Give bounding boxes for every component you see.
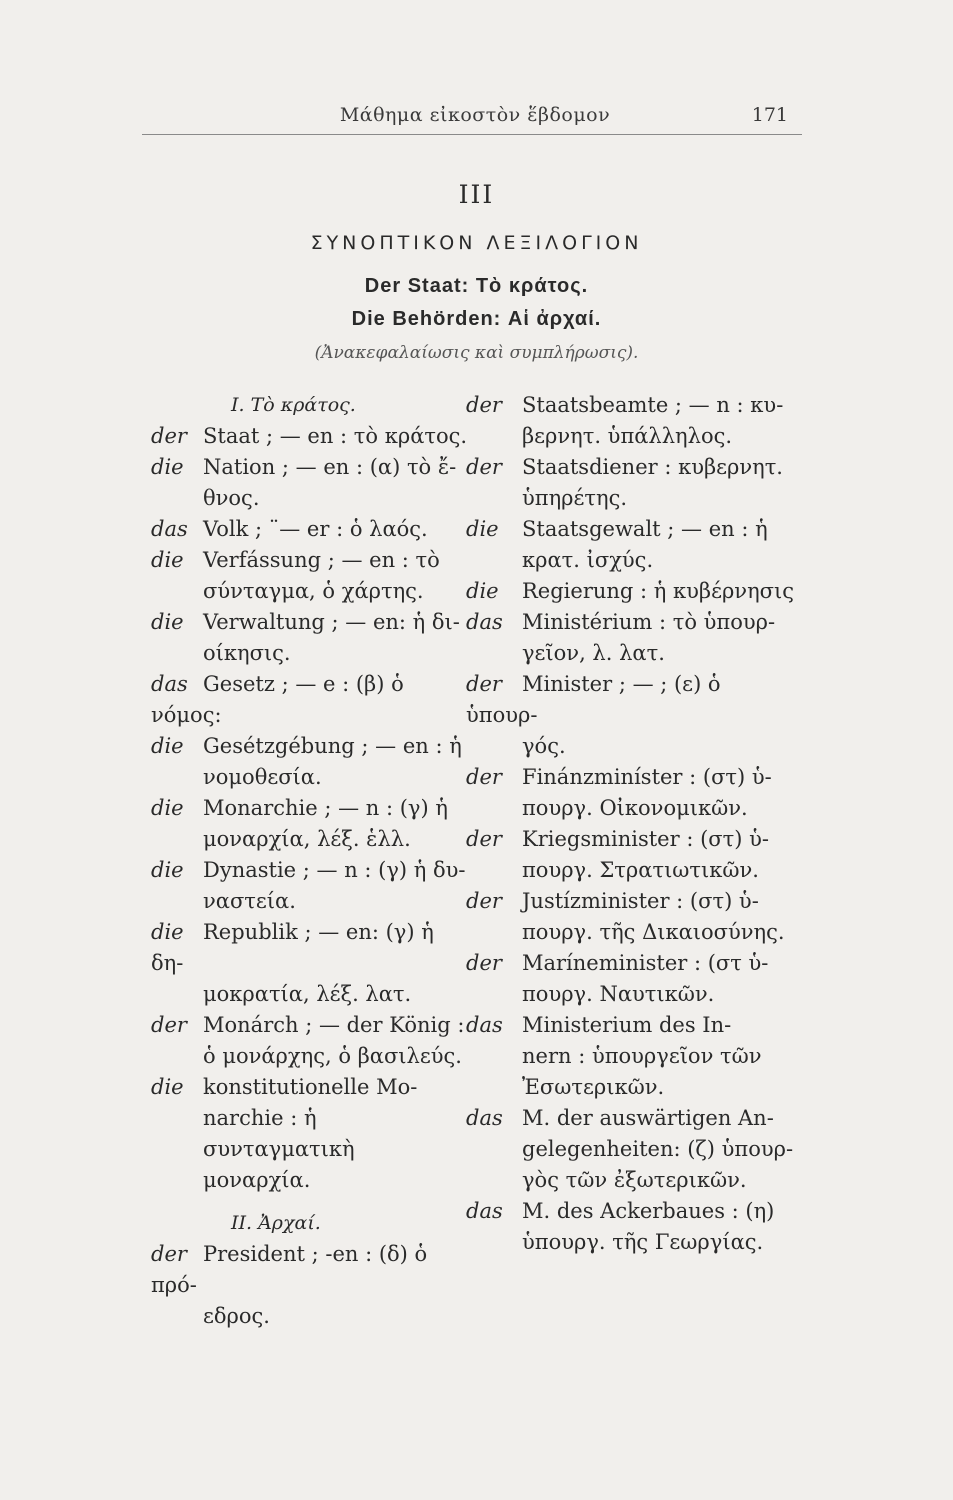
entry-continuation-line: πουργ. Στρατιωτικῶν. (522, 858, 759, 882)
entry-first-line (466, 1196, 796, 1227)
entry-article: der (151, 1013, 187, 1037)
entry-article: der (466, 455, 502, 479)
entry-text: Finánzminíster : (στ) ὑ- (522, 765, 772, 789)
vocab-entry (466, 762, 796, 824)
entry-text: Nation ; — en : (α) τὸ ἔ- (203, 455, 457, 479)
entry-text: Gesetz ; — e : (β) ὁ νόμος: (151, 672, 404, 727)
entry-article: das (151, 672, 188, 696)
entry-continuation-line: πουργ. Ναυτικῶν. (522, 982, 715, 1006)
vocab-entry (151, 1072, 471, 1196)
entry-text: Monárch ; — der König : (203, 1013, 465, 1037)
entry-first-line (466, 1010, 796, 1041)
entry-article: der (151, 424, 187, 448)
entry-text: Kriegsminister : (στ) ὑ- (522, 827, 769, 851)
entry-text: Regierung : ἡ κυβέρνησις (522, 579, 794, 603)
entry-continuation-line: γεῖον, λ. λατ. (522, 641, 665, 665)
entry-article: der (466, 672, 502, 696)
entry-article: die (151, 920, 184, 944)
entry-first-line (151, 793, 471, 824)
vocab-entry (466, 824, 796, 886)
vocab-entry (151, 793, 471, 855)
entry-first-line (466, 762, 796, 793)
vocab-entry (151, 452, 471, 514)
entry-first-line (466, 669, 796, 731)
entry-continuation-line: μοναρχία, λέξ. ἑλλ. (203, 827, 411, 851)
entry-first-line (151, 421, 471, 452)
left-entries (151, 421, 471, 1196)
entry-article: der (466, 889, 502, 913)
vocab-entry (466, 669, 796, 762)
vocab-entry (466, 576, 796, 607)
entry-article: der (466, 393, 502, 417)
entry-text: Monarchie ; — n : (γ) ἡ (203, 796, 448, 820)
entry-continuation-line: οίκησις. (203, 641, 291, 665)
entry-first-line (151, 669, 471, 731)
entry-article: die (466, 579, 499, 603)
vocab-entry (466, 452, 796, 514)
entry-article: die (151, 1075, 184, 1099)
section-heading-archai: II. Ἀρχαί. (231, 1212, 321, 1234)
entry-article: das (466, 1106, 503, 1130)
entry-article: der (466, 765, 502, 789)
entry-first-line (466, 1103, 796, 1134)
entry-first-line (466, 452, 796, 483)
entry-text: Justízminister : (στ) ὑ- (522, 889, 759, 913)
vocab-entry (466, 1196, 796, 1258)
entry-text: Dynastie ; — n : (γ) ἡ δυ- (203, 858, 466, 882)
header-rule (142, 134, 802, 135)
entry-article: das (466, 1013, 503, 1037)
vocab-entry (151, 1010, 471, 1072)
entry-article: das (466, 1199, 503, 1223)
entry-continuation-line: πουργ. Οἰκονομικῶν. (522, 796, 748, 820)
entry-first-line (151, 1072, 471, 1103)
entry-continuation-line: πουργ. τῆς Δικαιοσύνης. (522, 920, 785, 944)
entry-first-line (466, 607, 796, 638)
entry-article: der (151, 1242, 187, 1266)
entry-continuation-line: κρατ. ἰσχύς. (522, 548, 654, 572)
entry-first-line (151, 917, 471, 979)
entry-first-line (151, 855, 471, 886)
entry-article: der (466, 951, 502, 975)
entry-first-line (151, 1239, 471, 1301)
vocab-entry (151, 1239, 471, 1332)
vocab-entry (151, 545, 471, 607)
left-entries-2 (151, 1239, 471, 1332)
entry-text: Staatsgewalt ; — en : ἡ (522, 517, 768, 541)
entry-first-line (151, 514, 471, 545)
entry-text: M. des Ackerbaues : (η) (522, 1199, 775, 1223)
entry-article: die (151, 610, 184, 634)
entry-text: Verfássung ; — en : τὸ (203, 548, 440, 572)
entry-first-line (466, 948, 796, 979)
entry-continuation-line: γός. (522, 734, 566, 758)
entry-first-line (466, 824, 796, 855)
entry-text: Ministérium : τὸ ὑπουρ- (522, 610, 776, 634)
entry-continuation-line: ὑπηρέτης. (522, 486, 628, 510)
entry-article: die (151, 796, 184, 820)
vocab-entry (151, 855, 471, 917)
entry-continuation-line: σύνταγμα, ὁ χάρτης. (203, 579, 424, 603)
entry-first-line (151, 607, 471, 638)
entry-continuation-line: μοκρατία, λέξ. λατ. (203, 982, 412, 1006)
right-column (466, 390, 796, 1258)
right-entries (466, 390, 796, 1258)
entry-text: Maríneminister : (στ ὑ- (522, 951, 769, 975)
entry-first-line (466, 886, 796, 917)
entry-first-line (466, 514, 796, 545)
entry-text: President ; -en : (δ) ὁ πρό- (151, 1242, 428, 1297)
entry-article: die (151, 455, 184, 479)
entry-continuation-line: νομοθεσία. (203, 765, 322, 789)
vocab-entry (466, 948, 796, 1010)
entry-text: Verwaltung ; — en: ἡ δι- (203, 610, 460, 634)
entry-continuation-line: ὁ μονάρχης, ὁ βασιλεύς. (203, 1044, 462, 1068)
entry-continuation-line: μοναρχία. (203, 1168, 311, 1192)
left-column (151, 390, 471, 1332)
subtitle-note: (Ἀνακεφαλαίωσις καὶ συμπλήρωσις). (314, 343, 639, 363)
vocab-entry (466, 886, 796, 948)
running-title: Μάθημα εἰκοστὸν ἕβδομον (339, 104, 611, 126)
entry-continuation-line: gelegenheiten: (ζ) ὑπουρ- (522, 1137, 794, 1161)
entry-continuation-line: γὸς τῶν ἐξωτερικῶν. (522, 1168, 747, 1192)
entry-continuation-line: nern : ὑπουργεῖον τῶν (522, 1044, 762, 1068)
entry-text: Republik ; — en: (γ) ἡ δη- (151, 920, 434, 975)
entry-continuation-line: βερνητ. ὑπάλληλος. (522, 424, 733, 448)
page-header (150, 104, 800, 134)
vocab-entry (151, 731, 471, 793)
vocab-entry (151, 421, 471, 452)
entry-first-line (466, 576, 796, 607)
entry-first-line (151, 545, 471, 576)
entry-continuation-line: θνος. (203, 486, 260, 510)
entry-continuation-line: ναστεία. (203, 889, 296, 913)
entry-article: das (151, 517, 188, 541)
entry-first-line (466, 390, 796, 421)
entry-continuation-line: Ἐσωτερικῶν. (522, 1075, 665, 1099)
entry-text: Staatsdiener : κυβερνητ. (522, 455, 783, 479)
entry-text: M. der auswärtigen An- (522, 1106, 774, 1130)
entry-text: konstitutionelle Mo- (203, 1075, 418, 1099)
entry-article: die (151, 858, 184, 882)
subtitle-behoerden: Die Behörden: Αἱ ἀρχαί. (351, 308, 602, 330)
lexicon-title: ΣΥΝΟΠΤΙΚΟΝ ΛΕΞΙΛΟΓΙΟΝ (310, 232, 643, 254)
entry-continuation-line: ὑπουργ. τῆς Γεωργίας. (522, 1230, 764, 1254)
vocab-entry (466, 607, 796, 669)
entry-text: Ministerium des In- (522, 1013, 732, 1037)
vocab-entry (151, 669, 471, 731)
entry-text: Gesétzgébung ; — en : ἡ (203, 734, 462, 758)
vocab-entry (466, 514, 796, 576)
entry-article: das (466, 610, 503, 634)
entry-text: Volk ; ¨— er : ὁ λαός. (203, 517, 428, 541)
entry-text: Staatsbeamte ; — n : κυ- (522, 393, 784, 417)
vocab-entry (151, 917, 471, 1010)
section-heading-kratos: I. Τὸ κράτος. (231, 394, 356, 416)
vocab-entry (466, 390, 796, 452)
entry-article: die (466, 517, 499, 541)
entry-first-line (151, 452, 471, 483)
vocab-entry (466, 1010, 796, 1103)
entry-text: Staat ; — en : τὸ κράτος. (203, 424, 468, 448)
entry-article: die (151, 548, 184, 572)
page-number: 171 (751, 104, 788, 126)
vocab-entry (151, 514, 471, 545)
subtitle-staat: Der Staat: Τὸ κράτος. (364, 275, 589, 297)
section-numeral: III (458, 180, 495, 209)
entry-article: der (466, 827, 502, 851)
entry-continuation-line: εδρος. (203, 1304, 270, 1328)
entry-text: Minister ; — ; (ε) ὁ ὑπουρ- (466, 672, 721, 727)
vocab-entry (151, 607, 471, 669)
entry-first-line (151, 731, 471, 762)
entry-article: die (151, 734, 184, 758)
vocab-entry (466, 1103, 796, 1196)
entry-continuation-line: narchie : ἡ συνταγματικὴ (203, 1106, 355, 1161)
entry-first-line (151, 1010, 471, 1041)
